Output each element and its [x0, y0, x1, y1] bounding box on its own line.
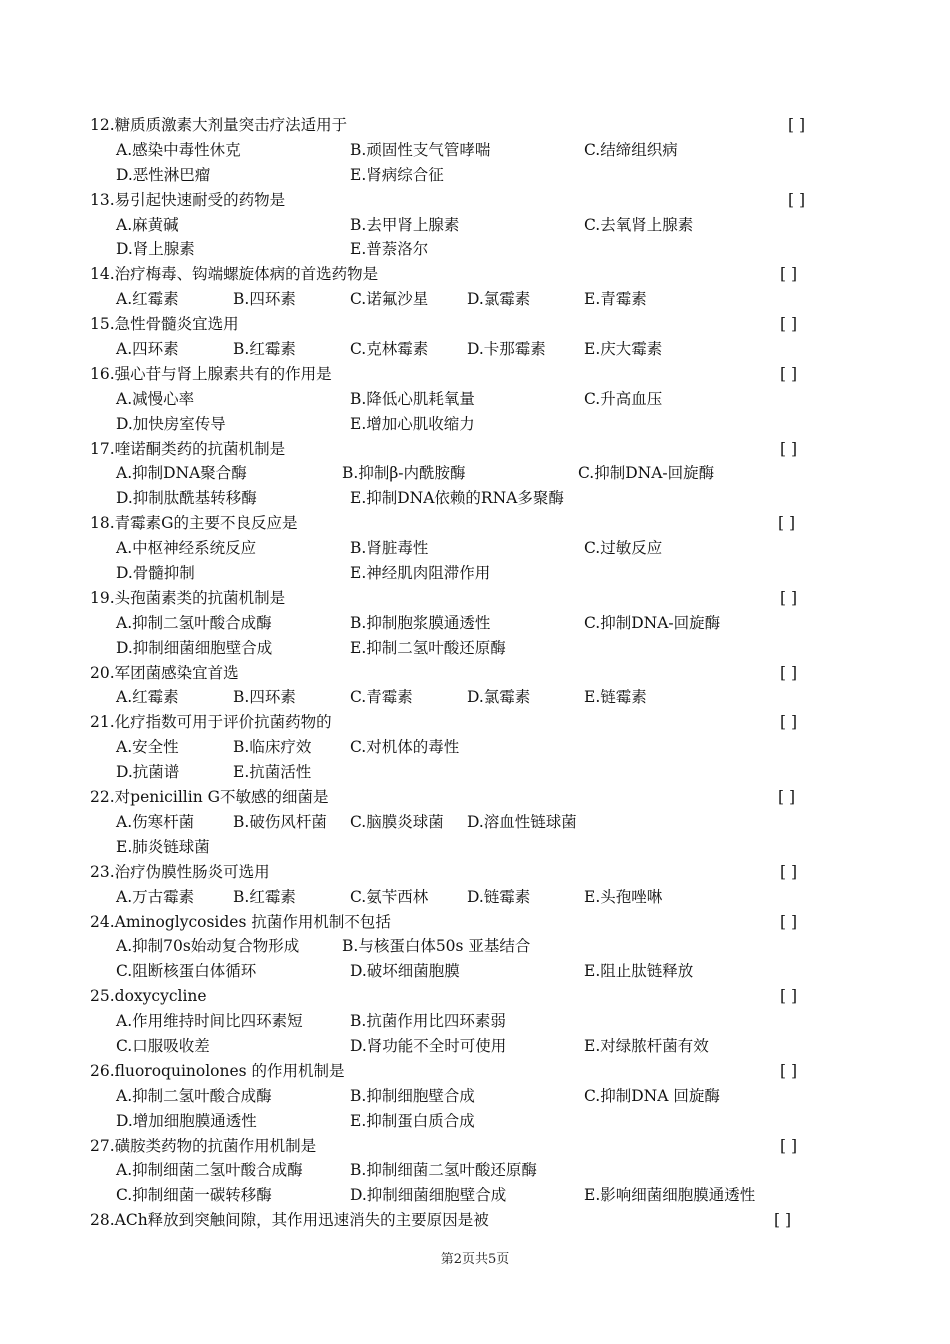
option-d: D.氯霉素: [467, 688, 531, 707]
question-item: [90, 437, 850, 512]
option-b: B.红霉素: [233, 340, 296, 359]
option-c: C.阻断核蛋白体循环: [116, 962, 257, 981]
question-stem: 14.治疗梅毒、钩端螺旋体病的首选药物是: [90, 265, 379, 284]
option-a: A.作用维持时间比四环素短: [116, 1012, 303, 1031]
options-row: [90, 735, 850, 760]
answer-bracket[interactable]: [ ]: [780, 1061, 798, 1080]
options-row: [90, 1084, 850, 1109]
options-row: [90, 461, 850, 486]
question-stem: 24.Aminoglycosides 抗菌作用机制不包括: [90, 912, 391, 931]
option-a: A.减慢心率: [116, 389, 195, 408]
option-b: B.抗菌作用比四环素弱: [350, 1012, 506, 1031]
option-a: A.中枢神经系统反应: [116, 539, 257, 558]
question-stem: 12.糖质质激素大剂量突击疗法适用于: [90, 116, 348, 134]
option-d: D.破坏细菌胞膜: [350, 962, 460, 981]
question-stem: 15.急性骨髓炎宜选用: [90, 315, 239, 334]
option-d: D.氯霉素: [467, 290, 531, 309]
options-row: [90, 387, 850, 412]
option-e: E.抗菌活性: [233, 763, 312, 782]
question-item: [90, 785, 850, 860]
question-stem-line: [90, 785, 850, 810]
options-row: [90, 163, 850, 188]
option-e: E.庆大霉素: [584, 340, 663, 359]
option-c: C.结缔组织病: [584, 140, 678, 159]
answer-bracket[interactable]: [ ]: [780, 315, 798, 334]
option-e: E.肺炎链球菌: [116, 837, 210, 856]
option-e: E.对绿脓杆菌有效: [584, 1036, 709, 1055]
options-row: [90, 561, 850, 586]
question-item: [90, 362, 850, 437]
question-item: [90, 188, 850, 263]
option-a: A.红霉素: [116, 290, 179, 309]
answer-bracket[interactable]: [ ]: [780, 588, 798, 607]
option-c: C.抑制DNA-回旋酶: [578, 464, 715, 483]
option-e: E.增加心肌收缩力: [350, 414, 475, 433]
option-c: C.升高血压: [584, 389, 663, 408]
answer-bracket[interactable]: [ ]: [778, 514, 796, 533]
option-b: B.四环素: [233, 688, 296, 707]
question-stem: 18.青霉素G的主要不良反应是: [90, 514, 298, 533]
question-stem: 25.doxycycline: [90, 987, 207, 1006]
options-row: [90, 486, 850, 511]
options-row: [90, 337, 850, 362]
question-item: [90, 710, 850, 785]
answer-bracket[interactable]: [ ]: [780, 265, 798, 284]
option-d: D.卡那霉素: [467, 340, 546, 359]
answer-bracket[interactable]: [ ]: [780, 663, 798, 682]
options-row: [90, 1158, 850, 1183]
question-stem-line: [90, 113, 850, 138]
question-stem-line: [90, 586, 850, 611]
option-c: C.口服吸收差: [116, 1036, 210, 1055]
option-e: E.影响细菌细胞膜通透性: [584, 1186, 756, 1205]
question-item: [90, 661, 850, 711]
options-row: [90, 611, 850, 636]
option-d: D.恶性淋巴瘤: [116, 165, 211, 184]
option-b: B.红霉素: [233, 887, 296, 906]
option-c: C.抑制细菌一碳转移酶: [116, 1186, 272, 1205]
option-a: A.伤寒杆菌: [116, 812, 195, 831]
option-a: A.感染中毒性休克: [116, 140, 241, 159]
options-row: [90, 636, 850, 661]
options-row: [90, 1183, 850, 1208]
question-stem-line: [90, 1208, 850, 1233]
answer-bracket[interactable]: [ ]: [780, 1136, 798, 1155]
answer-bracket[interactable]: [ ]: [780, 364, 798, 383]
options-row: [90, 138, 850, 163]
question-item: [90, 1208, 850, 1233]
question-stem: 23.治疗伪膜性肠炎可选用: [90, 862, 270, 881]
options-row: [90, 1009, 850, 1034]
option-c: C.脑膜炎球菌: [350, 812, 444, 831]
option-b: B.降低心肌耗氧量: [350, 389, 475, 408]
answer-bracket[interactable]: [ ]: [780, 713, 798, 732]
options-row: [90, 760, 850, 785]
question-stem-line: [90, 188, 850, 213]
option-b: B.抑制β-内酰胺酶: [342, 464, 466, 483]
option-d: D.抗菌谱: [116, 763, 180, 782]
options-row: [90, 213, 850, 238]
question-stem-line: [90, 362, 850, 387]
option-a: A.万古霉素: [116, 887, 195, 906]
options-row: [90, 1034, 850, 1059]
option-c: C.抑制DNA-回旋酶: [584, 613, 721, 632]
question-item: [90, 910, 850, 985]
option-c: C.氨苄西林: [350, 887, 429, 906]
question-stem: 27.磺胺类药物的抗菌作用机制是: [90, 1136, 317, 1155]
question-item: [90, 586, 850, 661]
question-item: [90, 113, 850, 188]
option-c: C.对机体的毒性: [350, 738, 460, 757]
option-d: D.抑制细菌细胞壁合成: [350, 1186, 507, 1205]
question-stem: 20.军团菌感染宜首选: [90, 663, 239, 682]
option-d: D.加快房室传导: [116, 414, 226, 433]
option-a: A.安全性: [116, 738, 179, 757]
option-d: D.抑制肽酰基转移酶: [116, 489, 257, 508]
answer-bracket[interactable]: [ ]: [778, 788, 796, 807]
question-stem-line: [90, 262, 850, 287]
options-row: [90, 237, 850, 262]
option-b: B.临床疗效: [233, 738, 312, 757]
options-row: [90, 934, 850, 959]
options-row: [90, 685, 850, 710]
option-c: C.诺氟沙星: [350, 290, 429, 309]
question-item: [90, 1059, 850, 1134]
option-e: E.抑制蛋白质合成: [350, 1111, 475, 1130]
question-item: [90, 984, 850, 1059]
options-row: [90, 835, 850, 860]
answer-bracket[interactable]: [ ]: [780, 439, 798, 458]
question-item: [90, 262, 850, 312]
option-d: D.骨髓抑制: [116, 564, 195, 583]
options-row: [90, 1109, 850, 1134]
option-e: E.阻止肽链释放: [584, 962, 694, 981]
option-b: B.抑制细胞壁合成: [350, 1086, 475, 1105]
option-d: D.肾上腺素: [116, 240, 195, 259]
question-stem-line: [90, 312, 850, 337]
option-d: D.链霉素: [467, 887, 531, 906]
option-b: B.抑制胞浆膜通透性: [350, 613, 491, 632]
option-c: C.克林霉素: [350, 340, 429, 359]
option-a: A.抑制DNA聚合酶: [116, 464, 247, 483]
options-row: [90, 412, 850, 437]
answer-bracket[interactable]: [ ]: [788, 116, 806, 134]
option-d: D.溶血性链球菌: [467, 812, 577, 831]
option-e: E.抑制DNA依赖的RNA多聚酶: [350, 489, 564, 508]
option-c: C.去氧肾上腺素: [584, 215, 694, 234]
option-a: A.抑制二氢叶酸合成酶: [116, 613, 272, 632]
option-a: A.抑制细菌二氢叶酸合成酶: [116, 1161, 303, 1180]
option-b: B.抑制细菌二氢叶酸还原酶: [350, 1161, 537, 1180]
option-b: B.顽固性支气管哮喘: [350, 140, 491, 159]
answer-bracket[interactable]: [ ]: [780, 987, 798, 1006]
question-stem-line: [90, 511, 850, 536]
question-stem: 28.ACh释放到突触间隙，其作用迅速消失的主要原因是被: [90, 1211, 489, 1230]
question-stem-line: [90, 910, 850, 935]
question-item: [90, 511, 850, 586]
question-item: [90, 1134, 850, 1209]
question-item: [90, 860, 850, 910]
options-row: [90, 287, 850, 312]
option-d: D.增加细胞膜通透性: [116, 1111, 257, 1130]
option-e: E.普萘洛尔: [350, 240, 429, 259]
question-stem: 22.对penicillin G不敏感的细菌是: [90, 788, 329, 807]
question-stem: 26.fluoroquinolones 的作用机制是: [90, 1061, 345, 1080]
option-d: D.肾功能不全时可使用: [350, 1036, 507, 1055]
question-list: [90, 113, 850, 1233]
option-b: B.四环素: [233, 290, 296, 309]
option-e: E.神经肌肉阻滞作用: [350, 564, 491, 583]
question-stem-line: [90, 1134, 850, 1159]
question-stem: 13.易引起快速耐受的药物是: [90, 190, 286, 209]
question-stem-line: [90, 1059, 850, 1084]
option-d: D.抑制细菌细胞壁合成: [116, 638, 273, 657]
option-c: C.过敏反应: [584, 539, 663, 558]
question-stem-line: [90, 984, 850, 1009]
option-a: A.抑制70s始动复合物形成: [116, 937, 300, 956]
question-stem: 21.化疗指数可用于评价抗菌药物的: [90, 713, 332, 732]
answer-bracket[interactable]: [ ]: [774, 1211, 792, 1230]
question-stem-line: [90, 710, 850, 735]
option-e: E.链霉素: [584, 688, 647, 707]
option-b: B.与核蛋白体50s 亚基结合: [342, 937, 531, 956]
answer-bracket[interactable]: [ ]: [780, 862, 798, 881]
option-b: B.肾脏毒性: [350, 539, 429, 558]
option-a: A.抑制二氢叶酸合成酶: [116, 1086, 272, 1105]
options-row: [90, 959, 850, 984]
question-stem: 16.强心苷与肾上腺素共有的作用是: [90, 364, 332, 383]
option-a: A.四环素: [116, 340, 179, 359]
option-e: E.肾病综合征: [350, 165, 444, 184]
option-e: E.头孢唑啉: [584, 887, 663, 906]
options-row: [90, 885, 850, 910]
answer-bracket[interactable]: [ ]: [780, 912, 798, 931]
option-c: C.抑制DNA 回旋酶: [584, 1086, 720, 1105]
question-stem: 17.喹诺酮类药的抗菌机制是: [90, 439, 286, 458]
option-e: E.青霉素: [584, 290, 647, 309]
option-a: A.麻黄碱: [116, 215, 179, 234]
question-stem: 19.头孢菌素类的抗菌机制是: [90, 588, 286, 607]
option-b: B.破伤风杆菌: [233, 812, 327, 831]
question-stem-line: [90, 860, 850, 885]
options-row: [90, 536, 850, 561]
option-a: A.红霉素: [116, 688, 179, 707]
option-e: E.抑制二氢叶酸还原酶: [350, 638, 506, 657]
option-c: C.青霉素: [350, 688, 413, 707]
option-b: B.去甲肾上腺素: [350, 215, 460, 234]
page-footer: 第2页共5页: [440, 1252, 510, 1267]
question-item: [90, 312, 850, 362]
options-row: [90, 810, 850, 835]
answer-bracket[interactable]: [ ]: [788, 190, 806, 209]
question-stem-line: [90, 437, 850, 462]
question-stem-line: [90, 661, 850, 686]
